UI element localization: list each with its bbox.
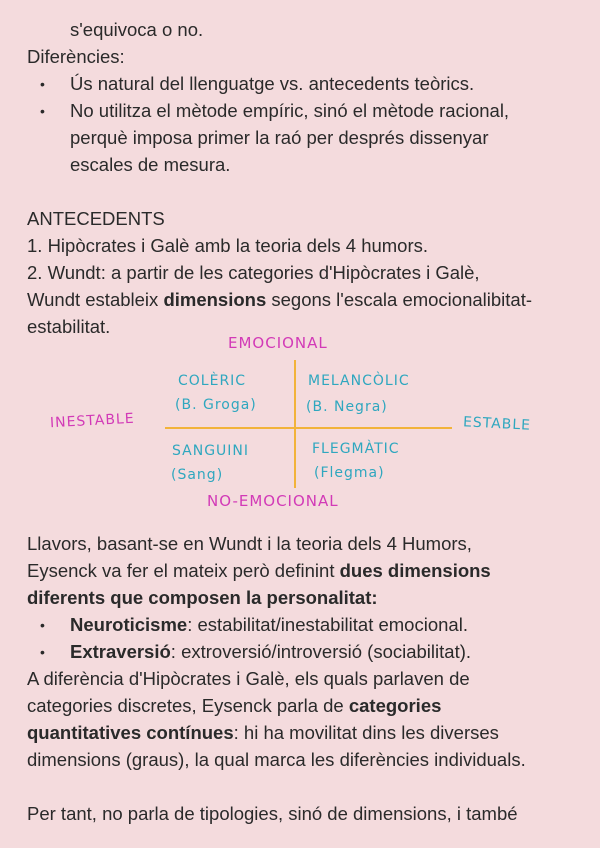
bullet-dot: •	[40, 103, 45, 119]
bullet-dot: •	[40, 644, 45, 660]
eysenck-line-3: diferents que composen la personalitat:	[27, 587, 378, 608]
quadrant-phlegmatic: FLEGMÀTIC	[312, 441, 400, 457]
antecedent-2-cont: Wundt estableix dimensions segons l'escala emocionalibitat-	[27, 289, 533, 310]
axis-label-right: ESTABLE	[462, 414, 532, 434]
quadrant-sanguine-sub: (Sang)	[171, 467, 224, 483]
quadrant-melancholic-sub: (B. Negra)	[306, 399, 388, 415]
antecedent-2: 2. Wundt: a partir de les categories d'Hipòcrates i Galè,	[27, 262, 480, 283]
paragraph-line-2: categories discretes, Eysenck parla de categories	[27, 695, 442, 716]
differences-heading: Diferències:	[27, 46, 125, 67]
dimension-extraversion: Extraversió: extroversió/introversió (sociabilitat).	[70, 641, 472, 662]
axis-label-top: EMOCIONAL	[228, 334, 328, 352]
axis-label-bottom: NO-EMOCIONAL	[207, 492, 339, 510]
quadrant-phlegmatic-sub: (Flegma)	[314, 465, 385, 481]
antecedent-2-cont2: estabilitat.	[27, 316, 111, 337]
difference-item-2: No utilitza el mètode empíric, sinó el mètode racional,	[70, 100, 510, 121]
axis-label-left: INESTABLE	[49, 410, 136, 432]
antecedent-1: 1. Hipòcrates i Galè amb la teoria dels 4 humors.	[27, 235, 429, 256]
dimension-neuroticism: Neuroticisme: estabilitat/inestabilitat emocional.	[70, 614, 468, 635]
paragraph-line-4: dimensions (graus), la qual marca les diferències individuals.	[27, 749, 526, 770]
bullet-dot: •	[40, 617, 45, 633]
quadrant-choleric: COLÈRIC	[178, 373, 247, 389]
quadrant-choleric-sub: (B. Groga)	[175, 397, 257, 413]
antecedents-heading: ANTECEDENTS	[27, 208, 165, 229]
paragraph-line-3: quantitatives contínues: hi ha movilitat dins les diverses	[27, 722, 499, 743]
bullet-dot: •	[40, 76, 45, 92]
continued-text: s'equivoca o no.	[70, 19, 204, 40]
eysenck-line-1: Llavors, basant-se en Wundt i la teoria dels 4 Humors,	[27, 533, 472, 554]
quadrant-sanguine: SANGUINI	[172, 443, 250, 459]
final-line: Per tant, no parla de tipologies, sinó de dimensions, i també	[27, 803, 518, 824]
difference-item-2-cont: perquè imposa primer la raó per després dissenyar	[70, 127, 489, 148]
eysenck-line-2: Eysenck va fer el mateix però definint dues dimensions	[27, 560, 491, 581]
quadrant-melancholic: MELANCÒLIC	[308, 373, 410, 389]
difference-item-2-cont2: escales de mesura.	[70, 154, 231, 175]
paragraph-line-1: A diferència d'Hipòcrates i Galè, els quals parlaven de	[27, 668, 470, 689]
difference-item-1: Ús natural del llenguatge vs. antecedents teòrics.	[70, 73, 475, 94]
